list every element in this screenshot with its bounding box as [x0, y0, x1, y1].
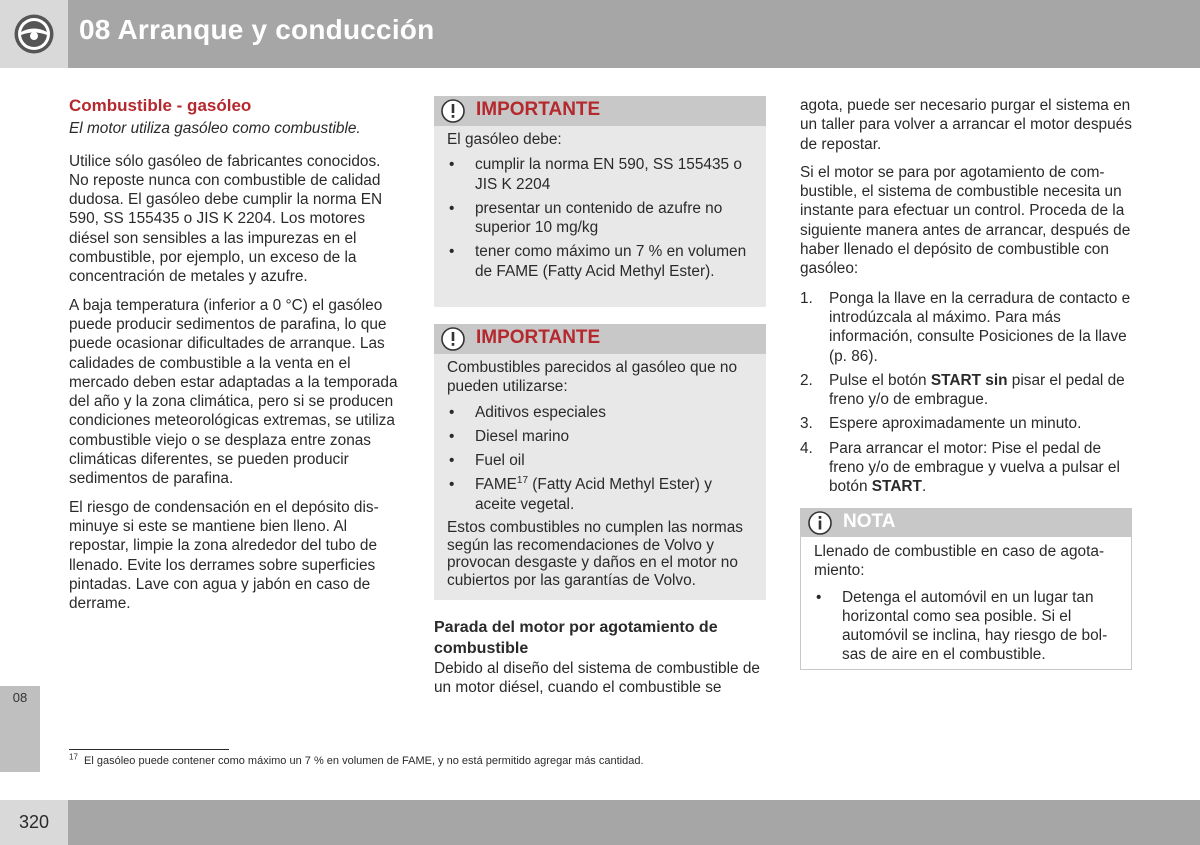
- list-item: • Diesel marino: [447, 427, 754, 446]
- page-footer: [0, 800, 1200, 845]
- paragraph: A baja temperatura (inferior a 0 °C) el gasóleo puede producir sedimentos de parafina, lo que puede ocasionar dificultades de arranque. Las calidades de combustible a la venta en el mercado deben estar adaptadas a la temporada del año y la zona climática, pero si se producen condiciones meteorológicas extremas, se utiliza combustible viejo o se desplaza entre zonas climáticas diferentes, se pueden producir sedimentos de parafina.: [69, 296, 398, 488]
- note-box-header: [801, 509, 1131, 537]
- box-intro: Llenado de combustible en caso de agotamiento:: [814, 543, 1105, 580]
- important-box-title: IMPORTANTE: [476, 327, 601, 348]
- step-text: Ponga la llave en la cerradura de contacto e introdúzcala al máximo. Para más información, consulte Posiciones de la llave (p. 86).: [829, 289, 1131, 365]
- footnote: [69, 752, 644, 767]
- paragraph: Si el motor se para por agotamiento de combustible, el sistema de combustible necesita un instante para efectuar un control. Proceda de la siguiente manera antes de arrancar, después de haber llenado el depósito de combustible con gasóleo:: [800, 163, 1131, 278]
- step-text: Pulse el botón: [829, 371, 931, 389]
- list-item: [447, 475, 754, 514]
- step-text: pisar el pedal de freno y/o de embrague.: [829, 371, 1125, 409]
- step-item: [800, 414, 1132, 433]
- chapter-title: 08 Arranque y conducción: [79, 14, 435, 45]
- important-box-header: [434, 324, 766, 354]
- section-subtitle: El motor utiliza gasóleo como combustible.: [69, 120, 361, 138]
- list-item: • tener como máximo un 7 % en volumen de FAME (Fatty Acid Methyl Ester).: [447, 242, 754, 281]
- step-number: 3.: [800, 415, 813, 433]
- step-bold: START: [871, 478, 922, 496]
- steering-wheel-icon: [13, 13, 55, 55]
- step-number: 4.: [800, 439, 813, 457]
- note-box: [800, 508, 1132, 670]
- step-bold: START sin: [930, 371, 1008, 389]
- box-closing: Estos combustibles no cumplen las normas según las recomendaciones de Volvo y provocan desgaste y daños en el motor no cubiertos por las garantías de Volvo.: [447, 519, 743, 589]
- footnote-rule: [69, 749, 229, 750]
- paragraph: El riesgo de condensación en el depósito disminuye si este se mantiene bien lleno. Al repostar, limpie la zona alrededor del tubo de llenado. Evite los derrames sobre superficies pintadas. Lave con agua y jabón en caso de derrame.: [69, 498, 379, 613]
- fame-text: (Fatty Acid Methyl Ester) y aceite vegetal.: [475, 476, 712, 513]
- right-column: [800, 96, 1132, 502]
- step-text: Espere aproximadamente un minuto.: [829, 415, 1082, 433]
- list-item: • presentar un contenido de azufre no superior 10 mg/kg: [447, 199, 754, 238]
- paragraph: Debido al diseño del sistema de combustible de un motor diésel, cuando el combustible se: [434, 660, 760, 697]
- note-box-title: NOTA: [843, 511, 896, 532]
- stop-section: [434, 617, 768, 698]
- step-item: [800, 289, 1132, 366]
- subsection-title: Parada del motor por agotamiento de combustible: [434, 619, 718, 657]
- list-item: • Fuel oil: [447, 451, 754, 470]
- step-item: [800, 371, 1132, 410]
- footnote-ref: 17: [516, 475, 529, 487]
- list-item: • Aditivos especiales: [447, 403, 754, 422]
- footnote-number: 17: [69, 752, 78, 762]
- page-number: 320: [18, 812, 50, 832]
- paragraph: agota, puede ser necesario purgar el sistema en un taller para volver a arrancar el motor después de repostar.: [800, 97, 1132, 153]
- chapter-side-label: 08: [12, 690, 28, 705]
- important-box: [434, 324, 766, 600]
- step-text: Para arrancar el motor: Pise el pedal de freno y/o de embrague y vuelva a pulsar el botón: [829, 439, 1120, 496]
- info-icon: [808, 511, 832, 535]
- warning-icon: [441, 99, 465, 123]
- list-item: • cumplir la norma EN 590, SS 155435 o JIS K 2204: [447, 155, 754, 194]
- footnote-text: El gasóleo puede contener como máximo un 7 % en volumen de FAME, y no está permitido agregar más cantidad.: [84, 755, 644, 767]
- fame-label: FAME: [475, 476, 517, 494]
- chapter-icon-tab: [0, 0, 68, 68]
- steps-list: [800, 289, 1132, 497]
- warning-icon: [441, 327, 465, 351]
- step-number: 2.: [800, 371, 813, 389]
- section-title: Combustible - gasóleo: [69, 96, 252, 115]
- left-column: [69, 96, 403, 622]
- step-item: [800, 439, 1132, 497]
- list-item: • Detenga el automóvil en un lugar tan horizontal como sea posible. Si el automóvil se inclina, hay riesgo de bolsas de aire en el combustible.: [814, 588, 1119, 665]
- box-intro: El gasóleo debe:: [447, 131, 562, 148]
- important-box-header: [434, 96, 766, 126]
- box-intro: Combustibles parecidos al gasóleo que no pueden utilizarse:: [447, 359, 738, 396]
- important-box-title: IMPORTANTE: [476, 99, 601, 120]
- paragraph: Utilice sólo gasóleo de fabricantes conocidos. No reposte nunca con combustible de calidad dudosa. El gasóleo debe cumplir la norma EN 590, SS 155435 o JIS K 2204. Los motores diésel son sensibles a las impurezas en el combustible, por ejemplo, un exceso de la concentración de metales y azufre.: [69, 152, 383, 286]
- step-number: 1.: [800, 289, 813, 307]
- step-text: .: [921, 478, 927, 496]
- important-box: [434, 96, 766, 307]
